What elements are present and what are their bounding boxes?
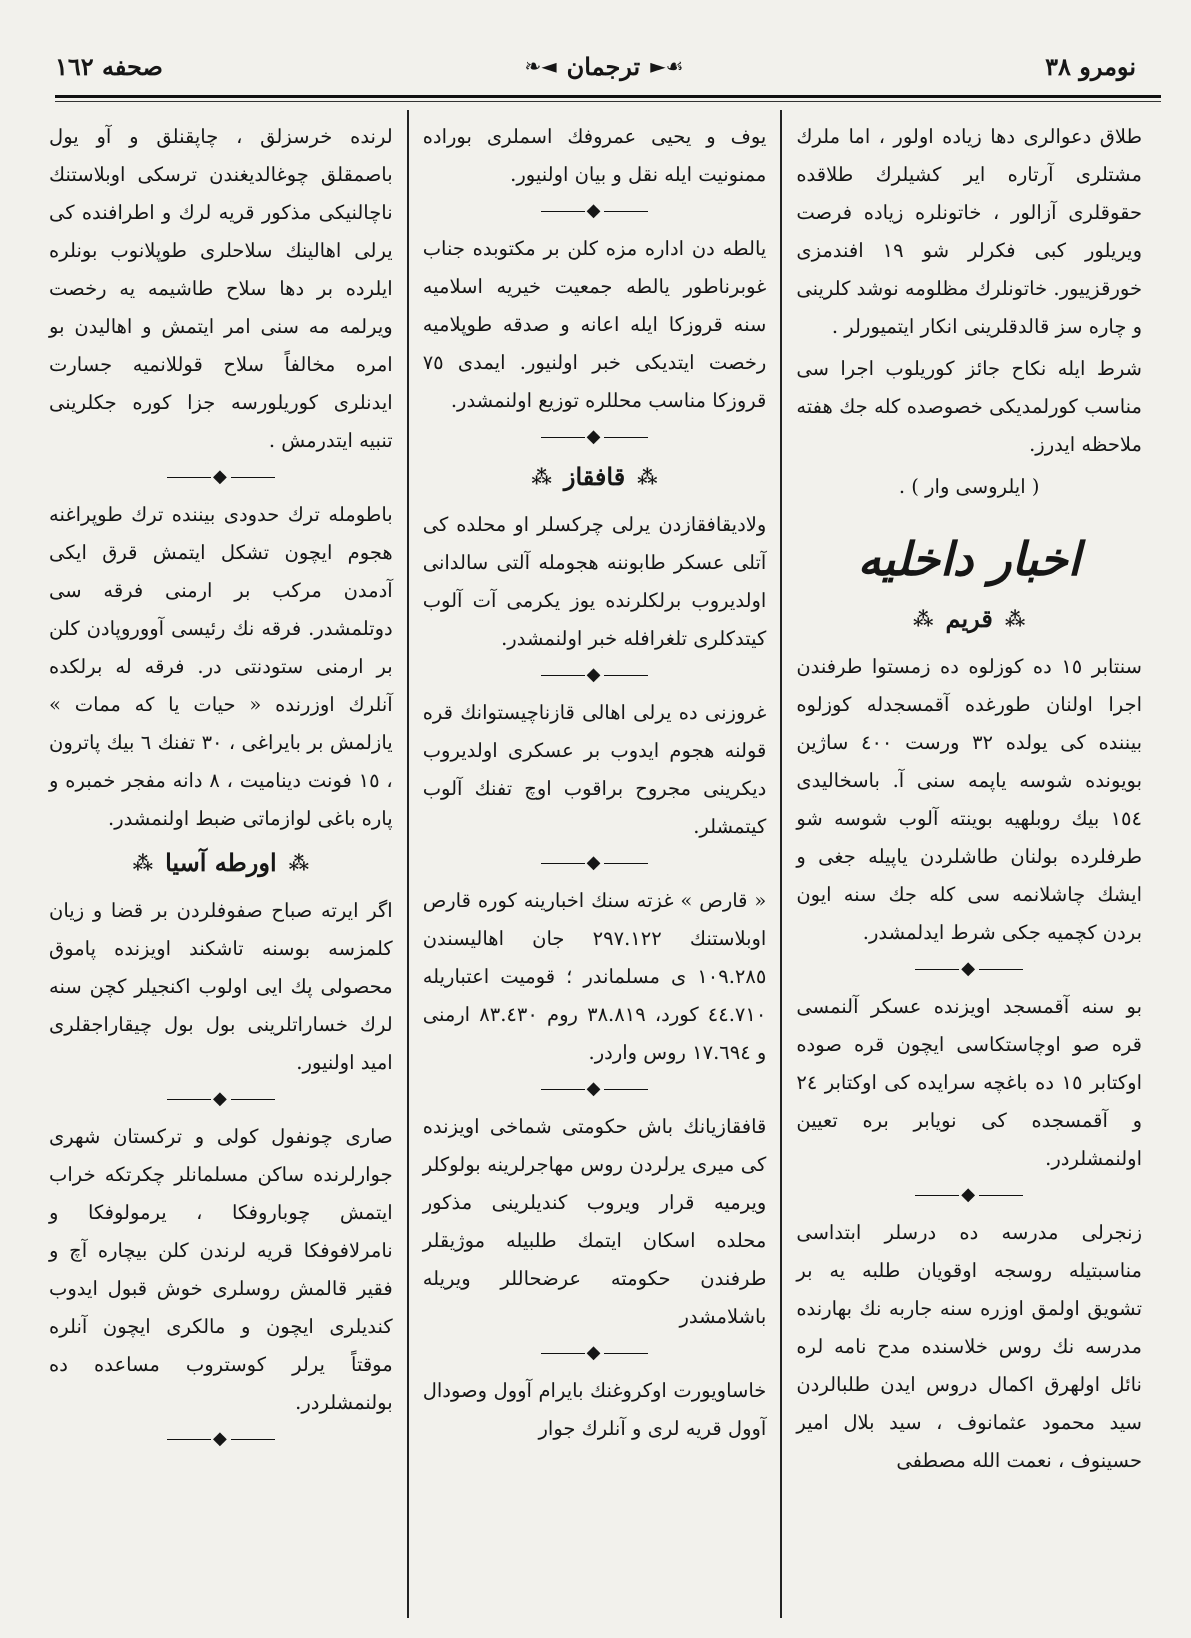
article-paragraph: یوف و یحیی عمروفك اسملری بوراده ممنونیت ایله نقل و بیان اولنیور. (422, 125, 767, 186)
masthead-title (524, 52, 683, 81)
separator (796, 1182, 1142, 1210)
article-paragraph: خاساویورت اوكروغنك بایرام آوول وصودال آوول قریه لری و آنلرك جوار (422, 1379, 767, 1440)
columns (35, 110, 1156, 1618)
section-heading (796, 600, 1142, 638)
separator (796, 956, 1142, 984)
ornament-icon: ⁂ (132, 851, 154, 875)
column-right (782, 110, 1156, 1618)
section-title: اورطه آسیا (165, 848, 277, 877)
ornament-icon: ⁂ (1004, 607, 1026, 631)
diamond-icon: ◆ (961, 958, 978, 979)
article-paragraph: باطومله ترك حدودی بیننده ترك طوپراغنه هجوم ایچون تشكل ایتمش قرق ایكی آدمدن مركب بر ارمنی فرقه سی دوتلمشدر. فرقه نك رئیسی آووروپادن كلن بر ارمنی ستودنتی در. فرقه له برلكده آنلرك اوزرنده « حیات یا كه ممات » یازلمش بر بایراغی ، ٣٠ تفنك ٦ بیك پاترون ، ١٥ فونت دینامیت ، ٨ دانه مفجر خمبره و پاره باغی لوازماتی ضبط اولنمشدر. (49, 503, 393, 830)
diamond-icon: ◆ (212, 1428, 229, 1449)
diamond-icon: ◆ (212, 466, 229, 487)
article-paragraph: ولادیقافقازدن یرلی چرکسلر او محلده كی آتلی عسكر طابوننه هجومله آلتی سالدانی اولدیروب برلكلرنده یوز یكرمی آت آلوب كیتدكلری تلغرافله خبر اولنمشدر. (422, 513, 767, 650)
separator (49, 1086, 393, 1114)
separator (423, 850, 767, 878)
diamond-icon: ◆ (586, 1078, 603, 1099)
article-paragraph: لرنده خرسزلق ، چاپقنلق و آو یول باصمقلق چوغالدیغندن ترسكی اوبلاستنك ناچالنیكی مذكور قریه لرك و اطرافنده كی یرلی اهالینك سلاحلری طوپلانوب بونلره ایلرده بر دها سلاح طاشیمه یه رخصت ویرلمه مه سنی امر ایتمش و اهالیدن بو امره مخالفاً سلاح قوللانمیه جسارت ایدنلری كوریلورسه جزا كوره جكلرینی تنبیه ایتدرمش . (49, 125, 393, 452)
ornament-icon: ⁂ (637, 465, 658, 489)
issue-number: نومرو ٣٨ (1045, 51, 1136, 81)
separator (423, 424, 767, 452)
continued-note: ( ایلروسی وار ) . (898, 475, 1040, 498)
article-paragraph: « قارص » غزته سنك اخبارینه كوره قارص اوبلاستنك ٢٩٧.١٢٢ جان اهالیسندن ١٠٩.٢٨٥ ی مسلماندر ؛ قومیت اعتباریله ٤٤.٧١٠ كورد، ٣٨.٨١٩ روم ٨٣.٤٣٠ ارمنی و ١٧.٦٩٤ روس واردر. (422, 889, 767, 1064)
article-paragraph: سنتابر ١٥ ده كوزلوه ده زمستوا طرفندن اجرا اولنان طورغده آقمسجدله كوزلوه بیننده كی یولده ٣٢ ورست ٤٠٠ ساژین بویونده شوسه یاپمه سنی آ. باسخالیدی ١٥٤ بیك روبلهیه بوینته آلوب شوسه شو طرفلرده بولنان طاشلردن یاپیله جغی و ایشك چاشلانمه سی كله جك سنه ایون بردن كچمیه جكی شرط ایدلمشدر. (796, 655, 1143, 944)
header-rule (55, 95, 1161, 98)
ornament-icon: ⁂ (913, 607, 934, 631)
diamond-icon: ◆ (586, 852, 603, 873)
column-middle (409, 110, 783, 1618)
column-left (35, 110, 409, 1618)
separator (423, 1076, 767, 1104)
section-heading (423, 458, 767, 496)
page-number: صحفه ١٦٢ (55, 51, 163, 81)
separator (423, 1340, 767, 1368)
article-paragraph: زنجرلی مدرسه ده درسلر ابتداسی مناسبتیله روسجه اوقویان طلبه یه بر تشویق اولمق اوزره سنه جاربه نك بهارنده مدرسه نك روس خلاسنده مدح نامه لره نائل اولهرق اكمال دروس ایدن طلبالردن سید محمود عثمانوف ، سید بلال امیر حسینوف ، نعمت الله مصطفی (796, 1221, 1142, 1472)
diamond-icon: ◆ (586, 1342, 603, 1363)
section-heading (49, 844, 393, 882)
article-paragraph: صاری چونفول كولی و تركستان شهری جوارلرنده ساكن مسلمانلر چكرتكه خراب ایتمش چوباروفكا ، یرمولوفكا و نامرلافوفكا قریه لرندن كلن بیچاره آچ و فقیر قالمش روسلری خوش قبول ایدوب كندیلری ایچون و مالكری ایچون آنلره موقتاً یرلر كوستروب مساعده ده بولنمشلردر. (49, 1125, 393, 1414)
article-paragraph: شرط ایله نكاح جائز كوریلوب اجرا سی مناسب كورلمدیكی خصوصده كله جك هفته ملاحظه ایدرز. (796, 357, 1142, 456)
paper-name: ترجمان (566, 51, 641, 81)
separator (423, 198, 767, 226)
separator (423, 662, 767, 690)
article-paragraph: طلاق دعوالری دها زیاده اولور ، اما ملرك مشتلری آرتاره ایر كشیلرك طلاقده حقوقلری آزالور ، خاتونلره زیاده فرصت ویریلور كبی فكرلر شو ١٩ افندمزی خورقزییور. خاتونلرك مظلومه نوشد كلرینی و چاره سز قالدقلرینی انكار ایتمیورلر . (796, 125, 1142, 338)
diamond-icon: ◆ (212, 1088, 229, 1109)
article-paragraph: غروزنی ده یرلی اهالی قازناچیستوانك قره قولنه هجوم ایدوب بر عسكری اولدیروب دیكرینی مجروح براقوب اوچ تفنك آلوب كیتمشلر. (422, 701, 767, 838)
article-paragraph: یالطه دن اداره مزه كلن بر مكتوبده جناب غوبرناطور یالطه جمعیت خیریه اسلامیه سنه قروزكا ایله اعانه و صدقه طوپلامیه رخصت ایتدیكی خبر اولنیور. ایمدی ٧٥ قروزكا مناسب محللره توزیع اولنمشدر. (422, 237, 767, 412)
diamond-icon: ◆ (586, 664, 603, 685)
page-header (55, 40, 1136, 92)
article-paragraph: قافقازیانك باش حكومتی شماخی اویزنده كی میری یرلردن روس مهاجرلرینه بولوكلر ویرمیه قرار ویروب كندیلرینی مذكور محلده اسكان ایتمك طلبیله موژیقلر طرفندن حكومته عرضحاللر ویریله باشلامشدر (422, 1115, 767, 1328)
diamond-icon: ◆ (586, 200, 603, 221)
separator (49, 464, 393, 492)
section-title: قافقاز (563, 462, 626, 491)
diamond-icon: ◆ (586, 426, 603, 447)
separator (49, 1426, 393, 1454)
diamond-icon: ◆ (961, 1184, 978, 1205)
ornament-icon: ⁂ (288, 851, 310, 875)
ornament-icon: ⁂ (531, 465, 552, 489)
ornament-icon: ◄❧ (524, 54, 557, 78)
article-paragraph: بو سنه آقمسجد اویزنده عسكر آلنمسی قره صو اوچاستكاسی ایچون قره صوده اوكتابر ١٥ ده باغچه سرایده كی اوكتابر ٢٤ و آقمسجده كی نویابر بره تعیین اولنمشلردر. (796, 995, 1142, 1170)
header-rule-thin (55, 101, 1161, 102)
section-heading-large: اخبار داخلیه (857, 532, 1081, 586)
article-paragraph: اگر ایرته صباح صفوفلردن بر قضا و زیان كلمزسه بوسنه تاشكند اویزنده پاموق محصولی پك ایی اولوب اكنجیلر كچن سنه لرك خساراتلرینی بول بول چیقاراجقلری امید اولنیور. (49, 899, 393, 1074)
section-title: قریم (945, 604, 993, 633)
ornament-icon: ☙► (650, 54, 684, 78)
